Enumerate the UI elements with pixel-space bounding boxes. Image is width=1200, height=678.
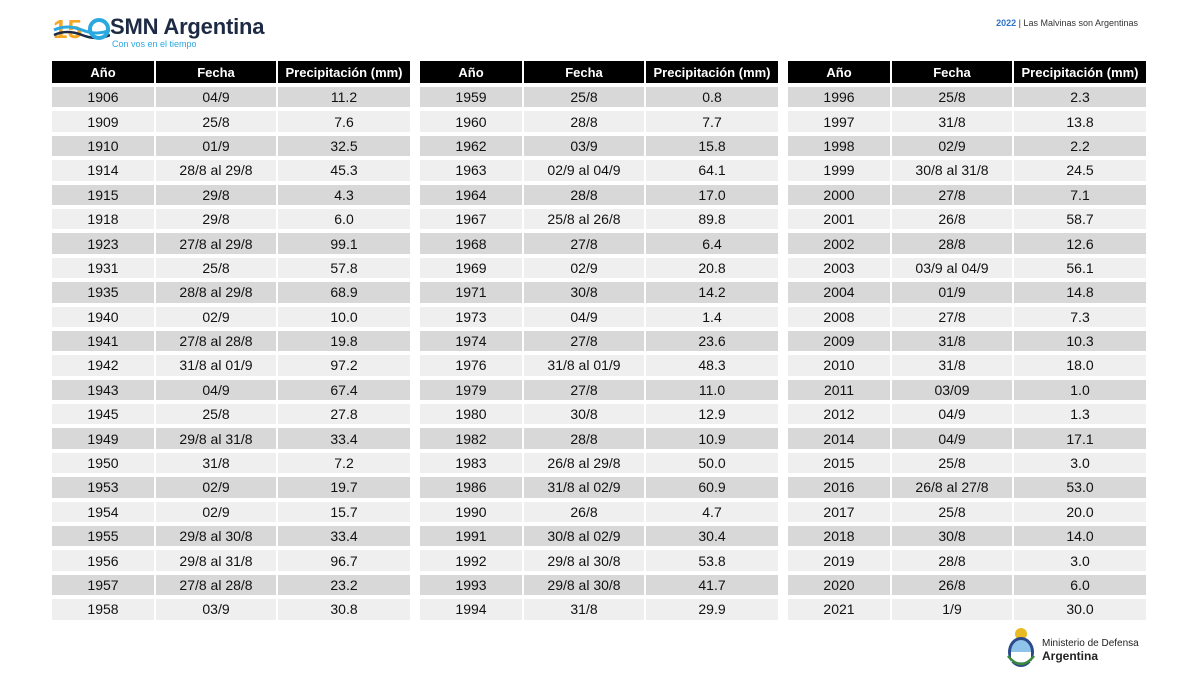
cell-date: 26/8 al 29/8 xyxy=(524,453,644,473)
cell-date: 04/9 xyxy=(524,307,644,327)
cell-year: 1974 xyxy=(420,331,522,351)
cell-year: 1998 xyxy=(788,136,890,156)
table-row xyxy=(52,575,410,595)
table-row xyxy=(420,502,778,522)
cell-date: 29/8 al 30/8 xyxy=(524,575,644,595)
table-row xyxy=(52,136,410,156)
cell-precip: 33.4 xyxy=(278,428,410,448)
cell-precip: 45.3 xyxy=(278,160,410,180)
cell-date: 02/9 xyxy=(156,477,276,497)
table-row xyxy=(420,282,778,302)
cell-precip: 4.7 xyxy=(646,502,778,522)
cell-year: 1976 xyxy=(420,355,522,375)
cell-date: 26/8 xyxy=(524,502,644,522)
cell-date: 04/9 xyxy=(892,428,1012,448)
cell-year: 1986 xyxy=(420,477,522,497)
table-row xyxy=(52,307,410,327)
cell-year: 1949 xyxy=(52,428,154,448)
col-header-year: Año xyxy=(788,61,890,83)
cell-precip: 10.0 xyxy=(278,307,410,327)
cell-precip: 1.3 xyxy=(1014,404,1146,424)
col-header-date: Fecha xyxy=(524,61,644,83)
cell-year: 1990 xyxy=(420,502,522,522)
cell-precip: 20.0 xyxy=(1014,502,1146,522)
table-row xyxy=(52,404,410,424)
table-row xyxy=(788,502,1146,522)
table-row xyxy=(52,477,410,497)
precip-table-1 xyxy=(50,57,412,624)
cell-date: 30/8 xyxy=(524,404,644,424)
cell-date: 26/8 xyxy=(892,575,1012,595)
cell-year: 2016 xyxy=(788,477,890,497)
cell-precip: 14.2 xyxy=(646,282,778,302)
cell-precip: 53.0 xyxy=(1014,477,1146,497)
cell-date: 03/09 xyxy=(892,380,1012,400)
table-row xyxy=(788,477,1146,497)
cell-year: 1994 xyxy=(420,599,522,619)
cell-date: 02/9 al 04/9 xyxy=(524,160,644,180)
cell-year: 1993 xyxy=(420,575,522,595)
cell-precip: 33.4 xyxy=(278,526,410,546)
cell-date: 26/8 xyxy=(892,209,1012,229)
cell-precip: 64.1 xyxy=(646,160,778,180)
cell-year: 1991 xyxy=(420,526,522,546)
cell-date: 28/8 xyxy=(892,550,1012,570)
table-row xyxy=(788,111,1146,131)
table-row xyxy=(788,404,1146,424)
ministry-country: Argentina xyxy=(1042,649,1099,663)
cell-precip: 12.6 xyxy=(1014,233,1146,253)
cell-precip: 27.8 xyxy=(278,404,410,424)
table-row xyxy=(52,599,410,619)
cell-date: 28/8 xyxy=(524,111,644,131)
cell-year: 2008 xyxy=(788,307,890,327)
cell-date: 27/8 xyxy=(892,185,1012,205)
cell-year: 1914 xyxy=(52,160,154,180)
cell-date: 31/8 xyxy=(892,355,1012,375)
table-row xyxy=(788,258,1146,278)
table-row xyxy=(420,453,778,473)
slogan xyxy=(996,18,1138,28)
cell-year: 2014 xyxy=(788,428,890,448)
table-row xyxy=(788,209,1146,229)
cell-precip: 6.4 xyxy=(646,233,778,253)
cell-precip: 14.8 xyxy=(1014,282,1146,302)
cell-year: 1957 xyxy=(52,575,154,595)
cell-date: 25/8 xyxy=(156,258,276,278)
cell-date: 29/8 al 31/8 xyxy=(156,428,276,448)
svg-text:15: 15 xyxy=(53,14,82,44)
cell-precip: 57.8 xyxy=(278,258,410,278)
cell-precip: 4.3 xyxy=(278,185,410,205)
cell-year: 1950 xyxy=(52,453,154,473)
cell-year: 1906 xyxy=(52,87,154,107)
cell-year: 2001 xyxy=(788,209,890,229)
table-row xyxy=(788,87,1146,107)
cell-precip: 23.2 xyxy=(278,575,410,595)
cell-date: 25/8 xyxy=(892,87,1012,107)
cell-precip: 6.0 xyxy=(1014,575,1146,595)
cell-date: 02/9 xyxy=(156,502,276,522)
cell-year: 1980 xyxy=(420,404,522,424)
cell-date: 31/8 xyxy=(892,331,1012,351)
cell-year: 1954 xyxy=(52,502,154,522)
cell-date: 28/8 xyxy=(524,428,644,448)
cell-precip: 19.8 xyxy=(278,331,410,351)
table-row xyxy=(788,428,1146,448)
table-row xyxy=(420,233,778,253)
table-row xyxy=(788,575,1146,595)
table-row xyxy=(420,258,778,278)
cell-date: 01/9 xyxy=(156,136,276,156)
cell-date: 01/9 xyxy=(892,282,1012,302)
cell-precip: 99.1 xyxy=(278,233,410,253)
cell-date: 29/8 al 30/8 xyxy=(524,550,644,570)
cell-precip: 7.3 xyxy=(1014,307,1146,327)
cell-year: 1979 xyxy=(420,380,522,400)
brand-tagline: Con vos en el tiempo xyxy=(112,39,197,49)
slogan-text: | Las Malvinas son Argentinas xyxy=(1016,18,1138,28)
table-row xyxy=(788,526,1146,546)
cell-year: 1999 xyxy=(788,160,890,180)
cell-precip: 3.0 xyxy=(1014,550,1146,570)
table-row xyxy=(420,331,778,351)
cell-precip: 30.0 xyxy=(1014,599,1146,619)
cell-precip: 6.0 xyxy=(278,209,410,229)
table-row xyxy=(52,185,410,205)
cell-date: 27/8 xyxy=(892,307,1012,327)
cell-date: 03/9 xyxy=(524,136,644,156)
table-row xyxy=(52,428,410,448)
cell-date: 27/8 xyxy=(524,233,644,253)
table-row xyxy=(420,575,778,595)
table-row xyxy=(420,209,778,229)
cell-year: 2012 xyxy=(788,404,890,424)
cell-date: 30/8 al 31/8 xyxy=(892,160,1012,180)
cell-year: 2021 xyxy=(788,599,890,619)
col-header-precip: Precipitación (mm) xyxy=(1014,61,1146,83)
cell-precip: 15.7 xyxy=(278,502,410,522)
cell-date: 02/9 xyxy=(524,258,644,278)
table-row xyxy=(420,87,778,107)
table-row xyxy=(788,233,1146,253)
cell-precip: 2.3 xyxy=(1014,87,1146,107)
table-row xyxy=(52,282,410,302)
table-row xyxy=(788,282,1146,302)
table-row xyxy=(420,111,778,131)
cell-year: 1943 xyxy=(52,380,154,400)
cell-year: 1964 xyxy=(420,185,522,205)
cell-precip: 10.3 xyxy=(1014,331,1146,351)
cell-date: 30/8 xyxy=(524,282,644,302)
cell-date: 28/8 al 29/8 xyxy=(156,282,276,302)
ministry-name: Ministerio de Defensa xyxy=(1042,638,1139,649)
table-row xyxy=(420,477,778,497)
table-row xyxy=(52,502,410,522)
cell-date: 29/8 xyxy=(156,185,276,205)
cell-precip: 7.7 xyxy=(646,111,778,131)
table-row xyxy=(52,209,410,229)
cell-precip: 48.3 xyxy=(646,355,778,375)
cell-date: 27/8 al 28/8 xyxy=(156,331,276,351)
cell-date: 28/8 xyxy=(892,233,1012,253)
ministry-logo xyxy=(1004,626,1154,670)
cell-precip: 58.7 xyxy=(1014,209,1146,229)
cell-precip: 67.4 xyxy=(278,380,410,400)
table-row xyxy=(52,453,410,473)
cell-precip: 3.0 xyxy=(1014,453,1146,473)
table-row xyxy=(788,185,1146,205)
cell-year: 1910 xyxy=(52,136,154,156)
table-row xyxy=(52,160,410,180)
table-row xyxy=(420,185,778,205)
cell-year: 2015 xyxy=(788,453,890,473)
table-row xyxy=(788,136,1146,156)
col-header-year: Año xyxy=(420,61,522,83)
table-row xyxy=(420,136,778,156)
cell-date: 1/9 xyxy=(892,599,1012,619)
cell-year: 1967 xyxy=(420,209,522,229)
cell-date: 25/8 xyxy=(524,87,644,107)
cell-date: 30/8 xyxy=(892,526,1012,546)
cell-year: 1945 xyxy=(52,404,154,424)
cell-year: 1982 xyxy=(420,428,522,448)
cell-year: 1909 xyxy=(52,111,154,131)
cell-date: 03/9 xyxy=(156,599,276,619)
col-header-precip: Precipitación (mm) xyxy=(278,61,410,83)
cell-date: 25/8 xyxy=(892,502,1012,522)
cell-year: 2018 xyxy=(788,526,890,546)
cell-year: 1963 xyxy=(420,160,522,180)
cell-year: 2000 xyxy=(788,185,890,205)
cell-precip: 14.0 xyxy=(1014,526,1146,546)
col-header-year: Año xyxy=(52,61,154,83)
table-row xyxy=(52,331,410,351)
precip-table-3 xyxy=(786,57,1148,624)
cell-date: 29/8 al 30/8 xyxy=(156,526,276,546)
cell-year: 2010 xyxy=(788,355,890,375)
cell-year: 2002 xyxy=(788,233,890,253)
cell-precip: 23.6 xyxy=(646,331,778,351)
table-row xyxy=(420,160,778,180)
cell-precip: 11.2 xyxy=(278,87,410,107)
cell-date: 31/8 xyxy=(524,599,644,619)
cell-year: 1969 xyxy=(420,258,522,278)
cell-precip: 32.5 xyxy=(278,136,410,156)
table-row xyxy=(52,355,410,375)
table-row xyxy=(788,550,1146,570)
smn-logo xyxy=(52,12,312,48)
table-row xyxy=(52,258,410,278)
cell-precip: 30.4 xyxy=(646,526,778,546)
cell-precip: 1.0 xyxy=(1014,380,1146,400)
cell-precip: 96.7 xyxy=(278,550,410,570)
table-row xyxy=(420,307,778,327)
cell-date: 04/9 xyxy=(892,404,1012,424)
cell-year: 2004 xyxy=(788,282,890,302)
table-row xyxy=(52,233,410,253)
cell-year: 1953 xyxy=(52,477,154,497)
cell-date: 27/8 xyxy=(524,331,644,351)
col-header-date: Fecha xyxy=(156,61,276,83)
table-row xyxy=(420,526,778,546)
table-row xyxy=(420,355,778,375)
cell-year: 1955 xyxy=(52,526,154,546)
cell-year: 1973 xyxy=(420,307,522,327)
cell-precip: 18.0 xyxy=(1014,355,1146,375)
cell-precip: 41.7 xyxy=(646,575,778,595)
cell-date: 31/8 al 02/9 xyxy=(524,477,644,497)
cell-precip: 19.7 xyxy=(278,477,410,497)
table-row xyxy=(52,87,410,107)
cell-year: 2020 xyxy=(788,575,890,595)
cell-precip: 89.8 xyxy=(646,209,778,229)
table-row xyxy=(52,550,410,570)
brand-name: SMN Argentina xyxy=(110,14,265,39)
cell-precip: 17.1 xyxy=(1014,428,1146,448)
cell-year: 1935 xyxy=(52,282,154,302)
cell-date: 27/8 al 29/8 xyxy=(156,233,276,253)
cell-year: 2017 xyxy=(788,502,890,522)
table-body xyxy=(788,87,1146,620)
cell-year: 1997 xyxy=(788,111,890,131)
cell-precip: 17.0 xyxy=(646,185,778,205)
cell-precip: 7.1 xyxy=(1014,185,1146,205)
table-row xyxy=(788,599,1146,619)
cell-date: 31/8 al 01/9 xyxy=(524,355,644,375)
cell-precip: 68.9 xyxy=(278,282,410,302)
cell-year: 1962 xyxy=(420,136,522,156)
cell-date: 30/8 al 02/9 xyxy=(524,526,644,546)
cell-year: 1956 xyxy=(52,550,154,570)
cell-date: 04/9 xyxy=(156,87,276,107)
cell-year: 1968 xyxy=(420,233,522,253)
table-row xyxy=(420,428,778,448)
cell-year: 1915 xyxy=(52,185,154,205)
cell-precip: 11.0 xyxy=(646,380,778,400)
cell-precip: 7.2 xyxy=(278,453,410,473)
table-row xyxy=(52,526,410,546)
table-row xyxy=(52,111,410,131)
table-row xyxy=(420,599,778,619)
cell-date: 02/9 xyxy=(156,307,276,327)
cell-year: 2019 xyxy=(788,550,890,570)
cell-precip: 13.8 xyxy=(1014,111,1146,131)
table-row xyxy=(788,380,1146,400)
cell-date: 25/8 xyxy=(892,453,1012,473)
cell-precip: 10.9 xyxy=(646,428,778,448)
smn-150-logo-mark-icon xyxy=(52,14,110,44)
cell-precip: 1.4 xyxy=(646,307,778,327)
cell-precip: 29.9 xyxy=(646,599,778,619)
cell-year: 2009 xyxy=(788,331,890,351)
cell-precip: 97.2 xyxy=(278,355,410,375)
cell-year: 1958 xyxy=(52,599,154,619)
cell-date: 31/8 xyxy=(156,453,276,473)
cell-precip: 20.8 xyxy=(646,258,778,278)
argentina-coat-of-arms-icon xyxy=(1004,626,1038,670)
cell-date: 31/8 al 01/9 xyxy=(156,355,276,375)
cell-precip: 2.2 xyxy=(1014,136,1146,156)
cell-date: 28/8 xyxy=(524,185,644,205)
table-row xyxy=(420,380,778,400)
col-header-precip: Precipitación (mm) xyxy=(646,61,778,83)
cell-year: 1992 xyxy=(420,550,522,570)
table-row xyxy=(788,160,1146,180)
table-row xyxy=(788,453,1146,473)
cell-precip: 50.0 xyxy=(646,453,778,473)
table-body xyxy=(420,87,778,620)
cell-year: 1931 xyxy=(52,258,154,278)
cell-precip: 0.8 xyxy=(646,87,778,107)
cell-date: 28/8 al 29/8 xyxy=(156,160,276,180)
cell-date: 04/9 xyxy=(156,380,276,400)
table-row xyxy=(788,307,1146,327)
cell-date: 27/8 xyxy=(524,380,644,400)
cell-year: 2003 xyxy=(788,258,890,278)
cell-year: 1983 xyxy=(420,453,522,473)
cell-year: 2011 xyxy=(788,380,890,400)
cell-precip: 15.8 xyxy=(646,136,778,156)
cell-date: 02/9 xyxy=(892,136,1012,156)
cell-precip: 24.5 xyxy=(1014,160,1146,180)
cell-date: 25/8 xyxy=(156,404,276,424)
table-body xyxy=(52,87,410,620)
cell-date: 31/8 xyxy=(892,111,1012,131)
cell-precip: 53.8 xyxy=(646,550,778,570)
table-row xyxy=(788,331,1146,351)
precip-table-2 xyxy=(418,57,780,624)
cell-precip: 30.8 xyxy=(278,599,410,619)
cell-year: 1941 xyxy=(52,331,154,351)
cell-date: 29/8 xyxy=(156,209,276,229)
cell-precip: 12.9 xyxy=(646,404,778,424)
cell-date: 27/8 al 28/8 xyxy=(156,575,276,595)
cell-year: 1918 xyxy=(52,209,154,229)
col-header-date: Fecha xyxy=(892,61,1012,83)
table-row xyxy=(420,404,778,424)
cell-precip: 60.9 xyxy=(646,477,778,497)
cell-year: 1996 xyxy=(788,87,890,107)
cell-precip: 7.6 xyxy=(278,111,410,131)
cell-year: 1960 xyxy=(420,111,522,131)
cell-year: 1942 xyxy=(52,355,154,375)
cell-date: 26/8 al 27/8 xyxy=(892,477,1012,497)
cell-year: 1923 xyxy=(52,233,154,253)
cell-date: 25/8 al 26/8 xyxy=(524,209,644,229)
cell-date: 25/8 xyxy=(156,111,276,131)
cell-date: 29/8 al 31/8 xyxy=(156,550,276,570)
cell-precip: 56.1 xyxy=(1014,258,1146,278)
cell-year: 1959 xyxy=(420,87,522,107)
cell-year: 1940 xyxy=(52,307,154,327)
table-row xyxy=(788,355,1146,375)
cell-year: 1971 xyxy=(420,282,522,302)
table-row xyxy=(420,550,778,570)
slogan-year: 2022 xyxy=(996,18,1017,28)
table-row xyxy=(52,380,410,400)
cell-date: 03/9 al 04/9 xyxy=(892,258,1012,278)
